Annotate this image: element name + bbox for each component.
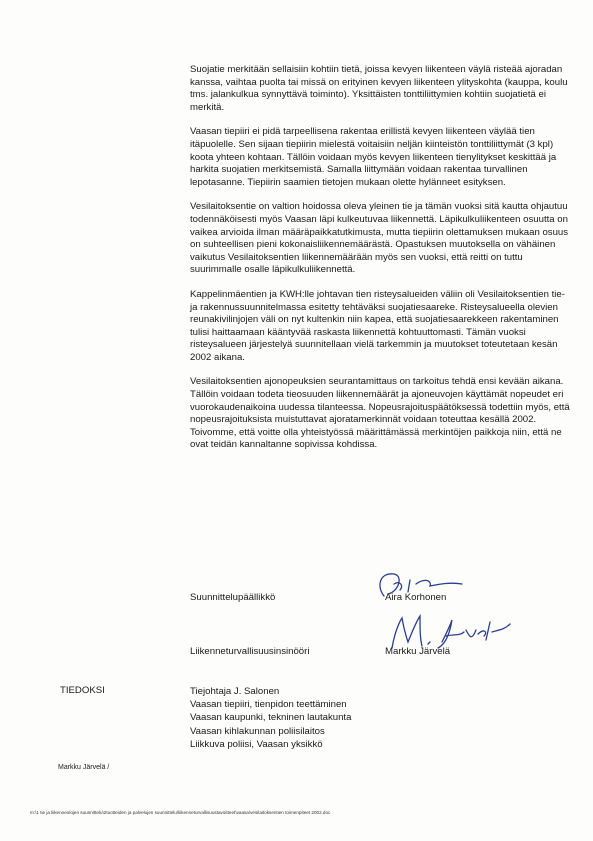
signer-1-title: Suunnittelupäällikkö xyxy=(190,592,276,603)
list-item: Vaasan tiepiiri, tienpidon teettäminen xyxy=(190,699,347,711)
paragraph-5: Vesilaitoksentien ajonopeuksien seurantamittaus on tarkoitus tehdä ensi kevään aikana. Tällöin voidaan todeta tieosuuden liikennemäärät ja ajoneuvojen käyttämät nopeudet eri vuorokaudenaikoina uudessa tilanteessa. Nopeusrajoituspäätöksessä todettiin myös, että nopeusrajoituksista muistuttavat ajoratamerkinnät voidaan toteuttaa kesällä 2002. Toivomme, että voitte olla yhteistyössä määrittämässä merkintöjen paikkoja niin, että ne ovat teidän kannaltanne sopivissa kohdissa. xyxy=(190,376,570,451)
list-item: Vaasan kaupunki, tekninen lautakunta xyxy=(190,712,352,724)
signer-1-name: Aira Korhonen xyxy=(385,592,447,603)
signer-2-name: Markku Järvelä xyxy=(385,646,451,657)
list-item: Liikkuva poliisi, Vaasan yksikkö xyxy=(190,738,323,750)
paragraph-1: Suojatie merkitään sellaisiin kohtiin tietä, joissa kevyen liikenteen väylä risteää ajoradan kanssa, vaihtaa puolta tai missä on erityinen kevyen liikenteen ylityskohta (kauppa, koulu tms. jalankulkua synnyttävä toiminto). Yksittäisten tonttiliittymien kohtiin suojatietä ei merkitä. xyxy=(190,64,568,113)
list-item: Tiejohtaja J. Salonen xyxy=(190,686,280,697)
recipient-list xyxy=(190,685,351,751)
file-path-footer: m:\1 tie ja liikenneolojen suunnittelu\2tuotteiden ja palvelujen suunnittelu\liikenneturvallisuustavoitteet\vaasa\vesilaitoksentien toimenpiteet 2002.doc xyxy=(30,810,331,815)
paragraph-4: Kappelinmäentien ja KWH:lle johtavan tien risteysalueiden väliin oli Vesilaitoksentien tie- ja rakennussuunnitelmassa esitetty tehtäväksi suojatiesaareke. Risteysalueella olevien reunakivilinjojen väli on nyt kultenkin niin kapea, että suojatiesaarekkeen rakentaminen tulisi haittaamaan kääntyvää raskasta liikennettä kohtuuttomasti. Tämän vuoksi risteysalueen järjestelyä suunnitellaan vielä tarkemmin ja muutokset toteutetaan kesän 2002 aikana. xyxy=(190,288,565,363)
author-initials: Markku Järvelä / xyxy=(58,764,110,771)
tiedoksi-heading: TIEDOKSI xyxy=(60,685,105,696)
paragraph-3: Vesilaitoksentie on valtion hoidossa oleva yleinen tie ja tämän vuoksi sitä kautta ohjautuu todennäköisesti myös Vaasan läpi kulkeutuvaa liikennettä. Läpikulkuliikenteen osuutta on vaikea arvioida ilman määräpaikkatutkimusta, mutta tiepiirin olettamuksen mukaan osuus on suhteellisen pieni kokonaisliikennemäärästä. Opastuksen muutoksella on vähäinen vaikutus Vesilaitoksentien liikennemäärään myös sen vuoksi, että reitti on tuttu suurimmalle osalle läpikulkuliikennettä. xyxy=(190,201,569,276)
paragraph-2: Vaasan tiepiiri ei pidä tarpeellisena rakentaa erillistä kevyen liikenteen väylää tien itäpuolelle. Sen sijaan tiepiirin mielestä voitaisiin neljän kiinteistön tonttiliittymät (3 kpl) koota yhteen kohtaan. Tällöin voidaan myös kevyen liikenteen tienylitykset keskittää ja harkita suojatien merkitsemistä. Samalla liittymään voidaan rakentaa turvallinen lepotasanne. Tiepiirin saamien tietojen mukaan olette hylänneet esityksen. xyxy=(190,126,557,188)
letter-body xyxy=(190,64,574,464)
list-item: Vaasan kihlakunnan poliisilaitos xyxy=(190,725,325,737)
signer-2-title: Liikenneturvallisuusinsinööri xyxy=(190,646,310,657)
